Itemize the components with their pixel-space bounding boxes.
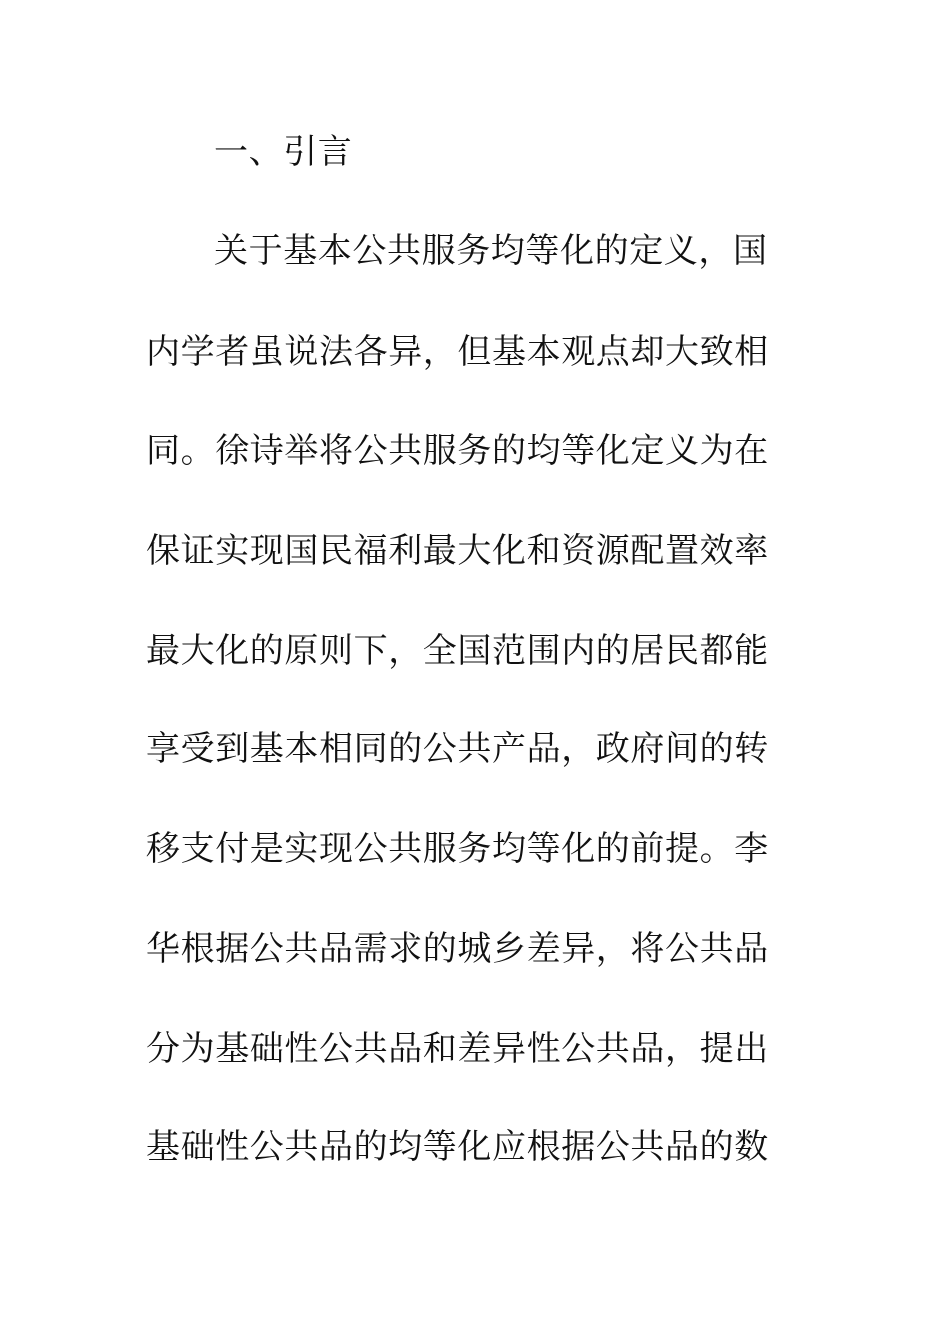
paragraph-line: 同。徐诗举将公共服务的均等化定义为在 [146, 431, 769, 471]
paragraph-line: 移支付是实现公共服务均等化的前提。李 [146, 829, 769, 869]
paragraph-line: 最大化的原则下，全国范围内的居民都能 [146, 631, 769, 671]
paragraph-line: 华根据公共品需求的城乡差异，将公共品 [146, 929, 769, 969]
paragraph-line: 分为基础性公共品和差异性公共品，提出 [146, 1029, 769, 1069]
section-heading: 一、引言 [214, 132, 353, 172]
paragraph-line: 基础性公共品的均等化应根据公共品的数 [146, 1127, 769, 1167]
paragraph-line: 内学者虽说法各异，但基本观点却大致相 [146, 332, 769, 372]
paragraph-line: 关于基本公共服务均等化的定义，国 [214, 231, 768, 271]
paragraph-line: 享受到基本相同的公共产品，政府间的转 [146, 729, 769, 769]
paragraph-line: 保证实现国民福利最大化和资源配置效率 [146, 531, 769, 571]
